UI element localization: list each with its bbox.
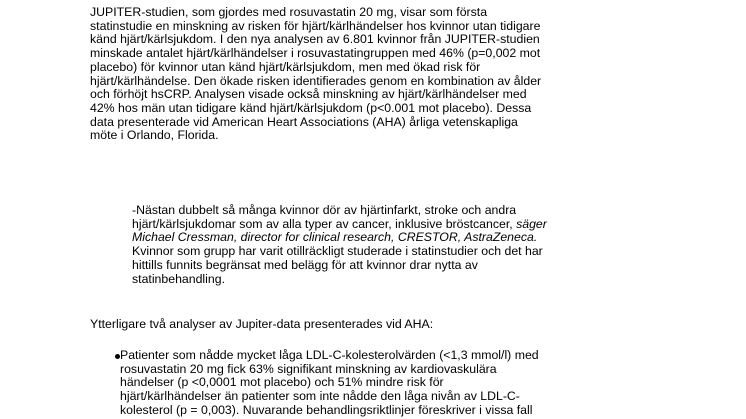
quote-attribution: Michael Cressman, director for clinical research, CRESTOR, AstraZeneca.	[132, 230, 538, 245]
quote-line	[132, 218, 672, 232]
quote-line: hittills funnits begränsat med belägg för att kvinnor drar nytta av	[132, 257, 478, 272]
more-analyses-line: Ytterligare två analyser av Jupiter-data presenterades vid AHA:	[90, 317, 434, 331]
intro-line: JUPITER-studien, som gjordes med rosuvastatin 20 mg, visar som första	[90, 5, 488, 19]
bullet-line: händelser (p <0,0001 mot placebo) och 51% mindre risk för	[120, 375, 444, 390]
bullet-line: kolesterol (p = 0,003). Nuvarande behandlingsriktlinjer föreskriver i vissa fall	[120, 402, 533, 417]
intro-line: statinstudie en minskning av risken för hjärt/kärlhändelser hos kvinnor utan tidigare	[90, 18, 541, 33]
intro-paragraph	[90, 6, 630, 143]
bullet-line: hjärt/kärlhändelser än patienter som inte nådde den låga nivån av LDL-C-	[120, 389, 520, 404]
bullet-list	[90, 349, 650, 418]
list-item	[90, 349, 650, 418]
quote-line: -Nästan dubbelt så många kvinnor dör av hjärtinfarkt, stroke och andra	[132, 203, 517, 217]
quote-line: Kvinnor som grupp har varit otillräckligt studerade i statinstudier och det har	[132, 244, 543, 259]
intro-line: 42% hos män utan tidigare känd hjärt/kärlsjukdom (p<0.001 mot placebo). Dessa	[90, 100, 532, 115]
more-analyses-paragraph	[90, 318, 630, 332]
quote-text: hjärt/kärlsjukdomar som av alla typer av cancer, inklusive bröstcancer,	[132, 216, 513, 231]
bullet-text	[120, 349, 650, 418]
intro-line: minskade antalet hjärt/kärlhändelser i rosuvastatingruppen med 46% (p=0,002 mot	[90, 46, 541, 61]
intro-line: möte i Orlando, Florida.	[90, 128, 219, 143]
intro-line: känd hjärt/kärlsjukdom. I den nya analysen av 6.801 kvinnor från JUPITER-studien	[90, 32, 540, 47]
bullet-line: rosuvastatin 20 mg fick 63% signifikant minskning av kardiovaskulära	[120, 361, 497, 376]
quote-line: statinbehandling.	[132, 271, 225, 286]
quote-line	[132, 231, 672, 245]
intro-line: och förhöjt hsCRP. Analysen visade också minskning av hjärt/kärlhändelser med	[90, 87, 527, 102]
quote-attribution: säger	[516, 216, 547, 231]
bullet-icon	[115, 354, 120, 359]
bullet-line: Patienter som nådde mycket låga LDL-C-kolesterolvärden (<1,3 mmol/l) med	[120, 348, 539, 362]
quote-paragraph	[132, 204, 672, 286]
intro-line: placebo) för kvinnor utan känd hjärt/kärlsjukdom, men med ökad risk för	[90, 59, 481, 74]
intro-line: data presenterade vid American Heart Associations (AHA) årliga vetenskapliga	[90, 114, 518, 129]
intro-line: hjärt/kärlhändelse. Den ökade risken identifierades genom en kombination av ålder	[90, 73, 542, 88]
